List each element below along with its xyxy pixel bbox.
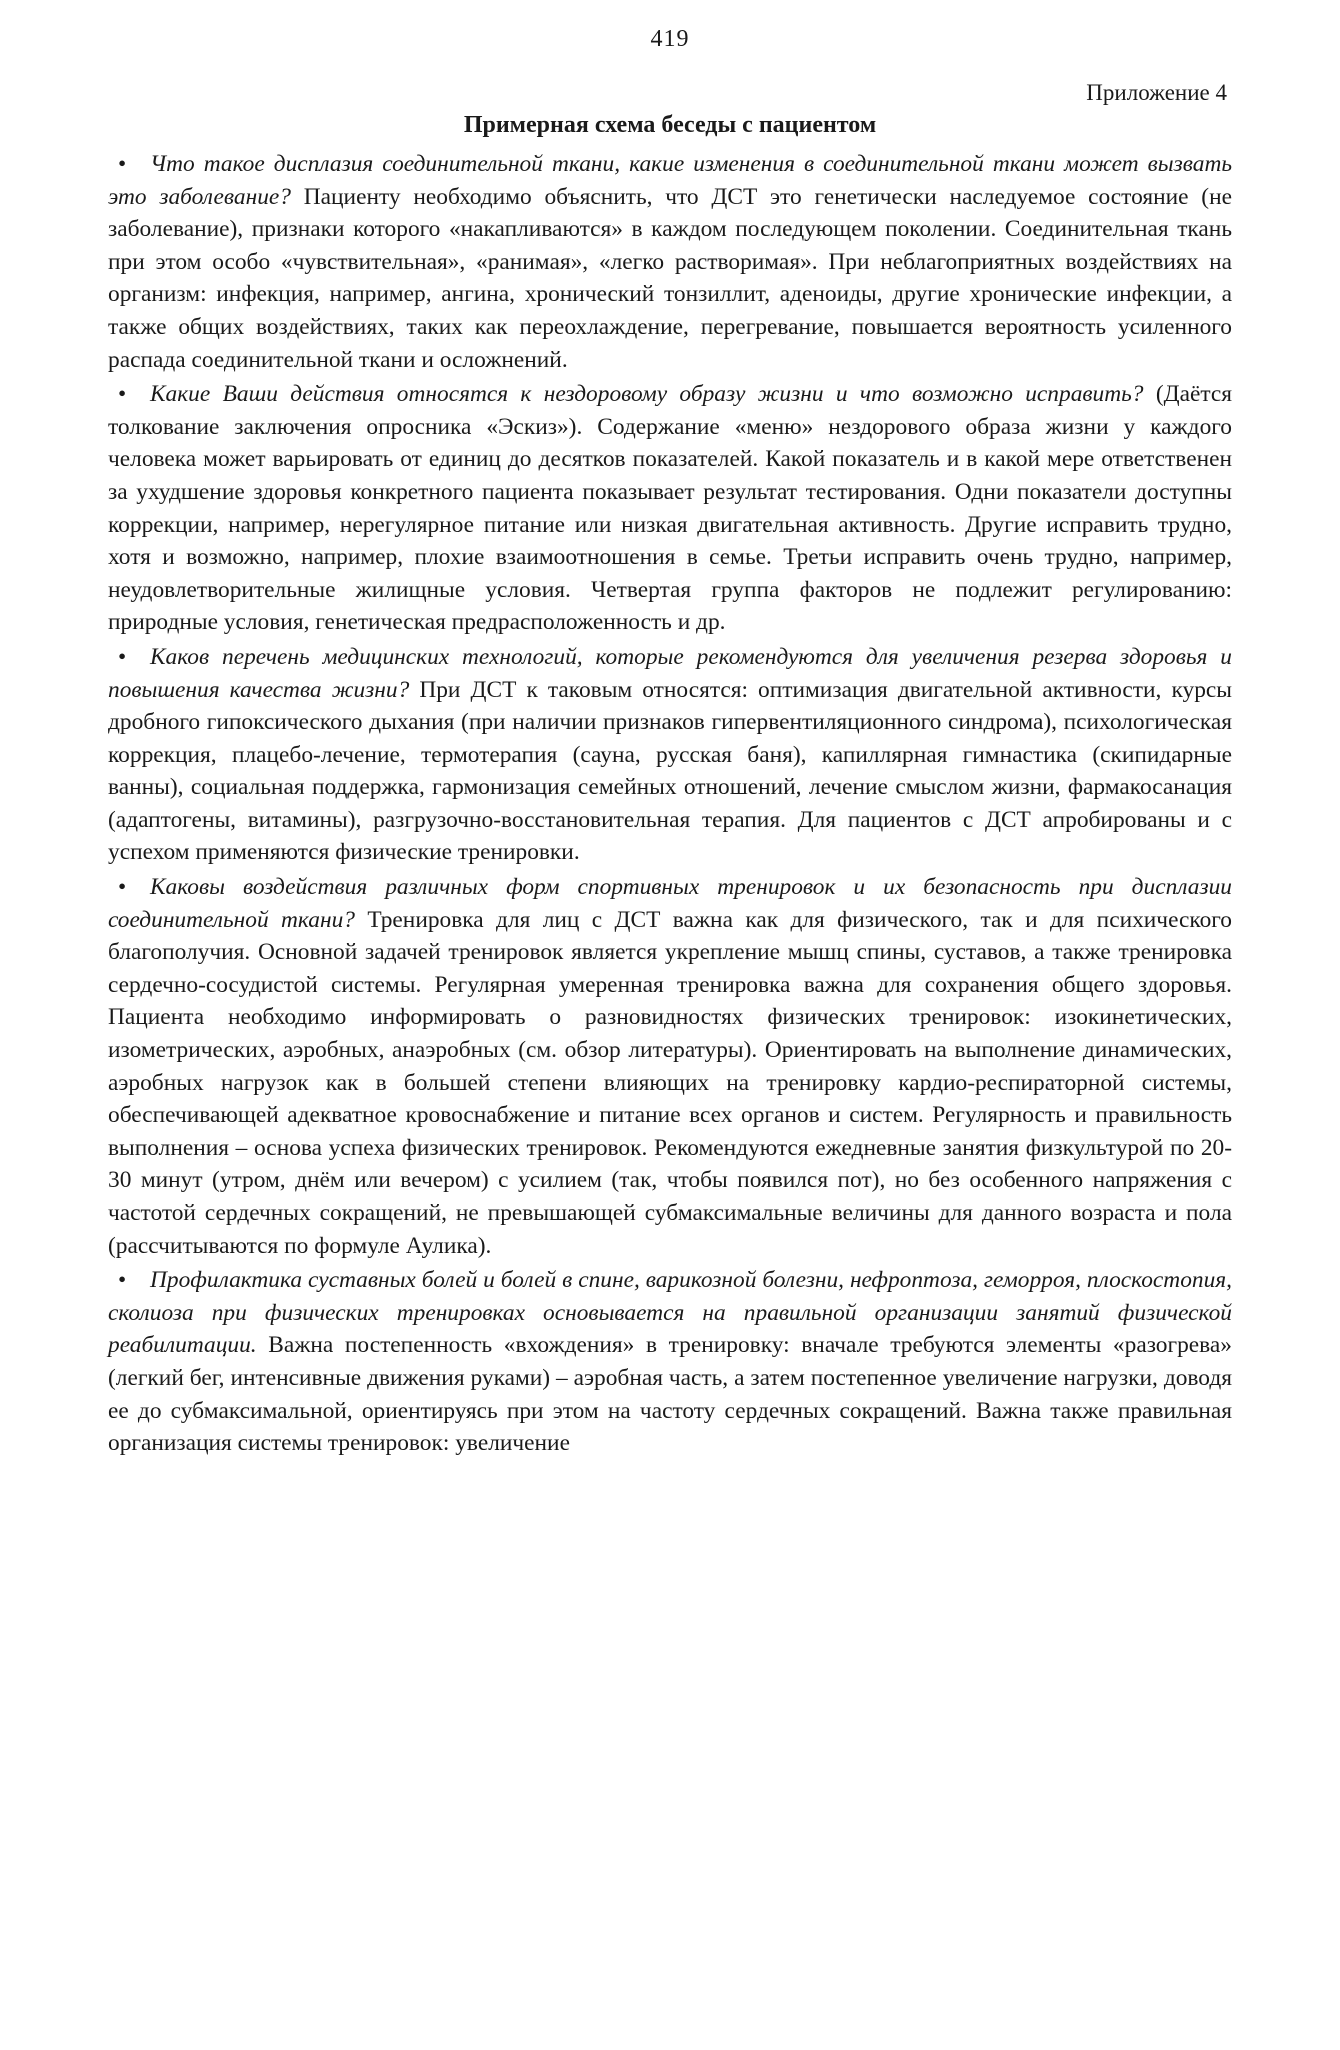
bullet-icon: • — [118, 1267, 127, 1294]
list-item — [108, 148, 1232, 376]
item-answer: Важна постепенность «вхождения» в тренировку: вначале требуются элементы «разогрева» (легкий бег, интенсивные движения руками) – аэробная часть, а затем постепенное увеличение нагрузки, доводя ее до субмаксимальной, ориентируясь при этом на частоту сердечных сокращений. Важна также правильная организация системы тренировок: увеличение — [108, 1332, 1232, 1457]
item-answer: (Даётся толкование заключения опросника «Эскиз»). Содержание «меню» нездорового образа жизни у каждого человека может варьировать от единиц до десятков показателей. Какой показатель и в какой мере ответственен за ухудшение здоровья конкретного пациента показывает результат тестирования. Одни показатели доступны коррекции, например, нерегулярное питание или низкая двигательная активность. Другие исправить трудно, хотя и возможно, например, плохие взаимоотношения в семье. Третьи исправить очень трудно, например, неудовлетворительные жилищные условия. Четвертая группа факторов не подлежит регулированию: природные условия, генетическая предрасположенность и др. — [108, 381, 1232, 636]
bullet-icon: • — [118, 151, 127, 177]
list-item — [108, 641, 1232, 869]
item-question: Какие Ваши действия относятся к нездоровому образу жизни и что возможно исправить? — [150, 381, 1144, 408]
item-question: Что такое дисплазия соединительной ткани, какие изменения в соединительной ткани может вызвать это заболевание? — [108, 151, 1232, 210]
item-question: Каковы воздействия различных форм спортивных тренировок и их безопасность при дисплазии соединительной ткани? — [108, 874, 1232, 933]
page-title: Примерная схема беседы с пациентом — [463, 112, 877, 138]
list-item — [108, 871, 1232, 1262]
bullet-icon: • — [118, 643, 127, 670]
page-number: 419 — [650, 26, 690, 52]
item-answer: Пациенту необходимо объяснить, что ДСТ это генетически наследуемое состояние (не заболевание), признаки которого «накапливаются» в каждом последующем поколении. Соединительная ткань при этом особо «чувствительная», «ранимая», «легко растворимая». При неблагоприятных воздействиях на организм: инфекция, например, ангина, хронический тонзиллит, аденоиды, другие хронические инфекции, а также общих воздействиях, таких как переохлаждение, перегревание, повышается вероятность усиленного распада соединительной ткани и осложнений. — [108, 183, 1232, 373]
list-item — [108, 378, 1232, 639]
item-answer: Тренировка для лиц с ДСТ важна как для физического, так и для психического благополучия. Основной задачей тренировок является укрепление мышц спины, суставов, а также тренировка сердечно-сосудистой системы. Регулярная умеренная тренировка важна для сохранения общего здоровья. Пациента необходимо информировать о разновидностях физических тренировок: изокинетических, изометрических, аэробных, анаэробных (см. обзор литературы). Ориентировать на выполнение динамических, аэробных нагрузок как в большей степени влияющих на тренировку кардио-респираторной системы, обеспечивающей адекватное кровоснабжение и питание всех органов и систем. Регулярность и правильность выполнения – основа успеха физических тренировок. Рекомендуются ежедневные занятия физкультурой по 20-30 минут (утром, днём или вечером) с усилием (так, чтобы появился пот), но без особенного напряжения с частотой сердечных сокращений, не превышающей субмаксимальные величины для данного возраста и пола (рассчитываются по формуле Аулика). — [108, 906, 1232, 1259]
item-question: Каков перечень медицинских технологий, которые рекомендуются для увеличения резерва здоровья и повышения качества жизни? — [108, 643, 1232, 703]
list-item — [108, 1264, 1232, 1460]
bullet-icon: • — [118, 381, 127, 408]
appendix-label: Приложение 4 — [1086, 80, 1227, 105]
conversation-scheme — [108, 148, 1232, 1462]
item-answer: При ДСТ к таковым относятся: оптимизация двигательной активности, курсы дробного гипоксического дыхания (при наличии признаков гипервентиляционного синдрома), психологическая коррекция, плацебо-лечение, термотерапия (сауна, русская баня), капиллярная гимнастика (скипидарные ванны), социальная поддержка, гармонизация семейных отношений, лечение смыслом жизни, фармакосанация (адаптогены, витамины), разгрузочно-восстановительная терапия. Для пациентов с ДСТ апробированы и с успехом применяются физические тренировки. — [108, 676, 1232, 866]
item-question: Профилактика суставных болей и болей в спине, варикозной болезни, нефроптоза, геморроя, плоскостопия, сколиоза при физических тренировках основывается на правильной организации занятий физической реабилитации. — [108, 1267, 1232, 1359]
bullet-icon: • — [118, 874, 127, 901]
